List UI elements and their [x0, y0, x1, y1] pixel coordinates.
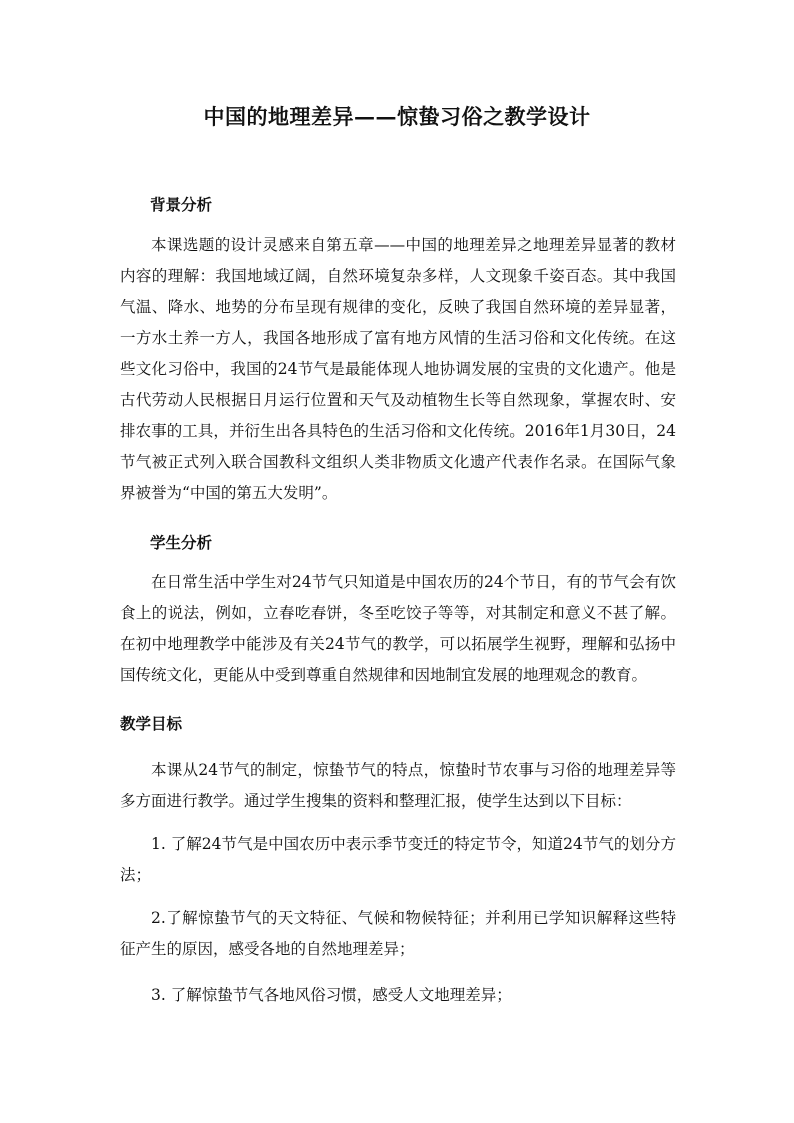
goal-item-3: 3. 了解惊蛰节气各地风俗习惯，感受人文地理差异；: [151, 986, 512, 1004]
section-heading-students: 学生分析: [150, 533, 213, 552]
goals-intro-paragraph: 本课从24节气的制定，惊蛰节气的特点，惊蛰时节农事与习俗的地理差异等多方面进行教学。通过学生搜集的资料和整理汇报，使学生达到以下目标：: [120, 761, 676, 810]
students-paragraph: 在日常生活中学生对24节气只知道是中国农历的24个节日，有的节气会有饮食上的说法，例如，立春吃春饼，冬至吃饺子等等，对其制定和意义不甚了解。在初中地理教学中能涉及有关24节气的教学，可以拓展学生视野，理解和弘扬中国传统文化，更能从中受到尊重自然规律和因地制宜发展的地理观念的教育。: [120, 573, 676, 684]
goal-item-2: 2.了解惊蛰节气的天文特征、气候和物候特征；并利用已学知识解释这些特征产生的原因，感受各地的自然地理差异；: [120, 909, 676, 958]
background-paragraph: 本课选题的设计灵感来自第五章——中国的地理差异之地理差异显著的教材内容的理解：我国地域辽阔，自然环境复杂多样，人文现象千姿百态。其中我国气温、降水、地势的分布呈现有规律的变化，反映了我国自然环境的差异显著，一方水土养一方人，我国各地形成了富有地方风情的生活习俗和文化传统。在这些文化习俗中，我国的24节气是最能体现人地协调发展的宝贵的文化遗产。他是古代劳动人民根据日月运行位置和天气及动植物生长等自然现象，掌握农时、安排农事的工具，并衍生出各具特色的生活习俗和文化传统。2016年1月30日，24节气被正式列入联合国教科文组织人类非物质文化遗产代表作名录。在国际气象界被誉为“中国的第五大发明”。: [120, 236, 676, 502]
goal-item-1: 1. 了解24节气是中国农历中表示季节变迁的特定节令，知道24节气的划分方法；: [120, 835, 676, 884]
section-heading-goals: 教学目标: [120, 714, 183, 733]
document-title: 中国的地理差异——惊蛰习俗之教学设计: [203, 104, 591, 129]
section-heading-background: 背景分析: [150, 195, 213, 214]
